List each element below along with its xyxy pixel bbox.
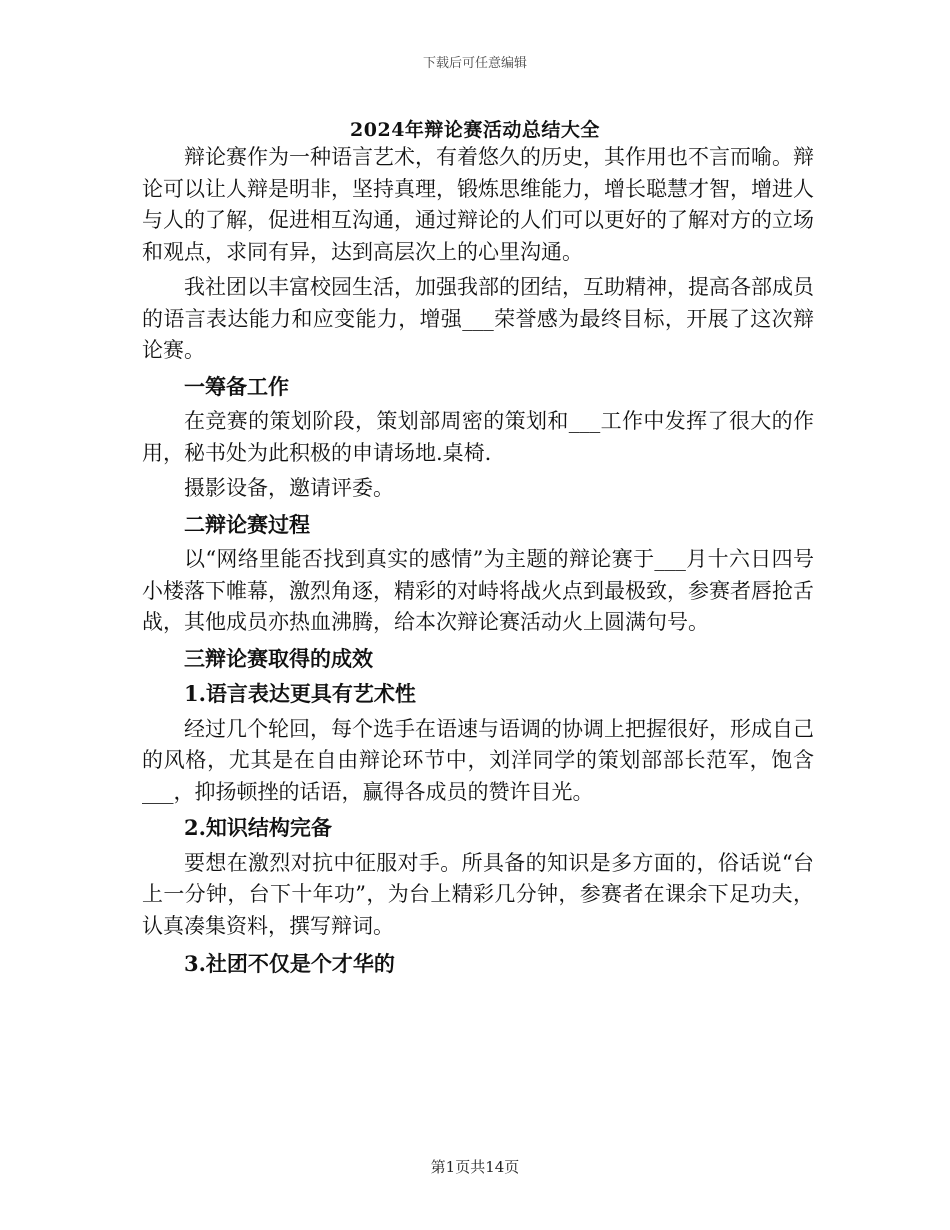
paragraph-knowledge: 要想在激烈对抗中征服对手。所具备的知识是多方面的，俗话说“台上一分钟，台下十年功”，为台上精彩几分钟，参赛者在课余下足功夫，认真凑集资料，撰写辩词。 (142, 850, 814, 938)
paragraph-equipment: 摄影设备，邀请评委。 (184, 476, 394, 500)
subheading-language: 1.语言表达更具有艺术性 (184, 681, 416, 706)
header-note: 下载后可任意编辑 (422, 56, 527, 71)
paragraph-goal: 我社团以丰富校园生活，加强我部的团结，互助精神，提高各部成员的语言表达能力和应变能力，增强___荣誉感为最终目标，开展了这次辩论赛。 (142, 275, 814, 362)
subheading-club: 3.社团不仅是个才华的 (184, 951, 395, 976)
paragraph-process: 以“网络里能否找到真实的感情”为主题的辩论赛于___月十六日四号小楼落下帷幕，激烈角逐，精彩的对峙将战火点到最极致，参赛者唇抢舌战，其他成员亦热血沸腾，给本次辩论赛活动火上圆满句号。 (142, 547, 814, 634)
page-footer: 第1页共14页 (430, 1158, 520, 1176)
section-heading-process: 二辩论赛过程 (184, 511, 310, 537)
section-heading-preparation: 一筹备工作 (184, 373, 289, 399)
section-heading-results: 三辩论赛取得的成效 (184, 645, 373, 671)
paragraph-intro: 辩论赛作为一种语言艺术，有着悠久的历史，其作用也不言而喻。辩论可以让人辩是明非，坚持真理，锻炼思维能力，增长聪慧才智，增进人与人的了解，促进相互沟通，通过辩论的人们可以更好的了解对方的立场和观点，求同有异，达到高层次上的心里沟通。 (142, 145, 814, 264)
paragraph-language: 经过几个轮回，每个选手在语速与语调的协调上把握很好，形成自己的风格，尤其是在自由辩论环节中，刘洋同学的策划部部长范军，饱含___，抑扬顿挫的话语，赢得各成员的赞许目光。 (142, 716, 814, 804)
subheading-knowledge: 2.知识结构完备 (184, 815, 332, 840)
paragraph-preparation: 在竞赛的策划阶段，策划部周密的策划和___工作中发挥了很大的作用，秘书处为此积极的申请场地.桌椅. (142, 409, 814, 465)
document-title: 2024年辩论赛活动总结大全 (350, 119, 600, 141)
document-body (142, 142, 814, 980)
